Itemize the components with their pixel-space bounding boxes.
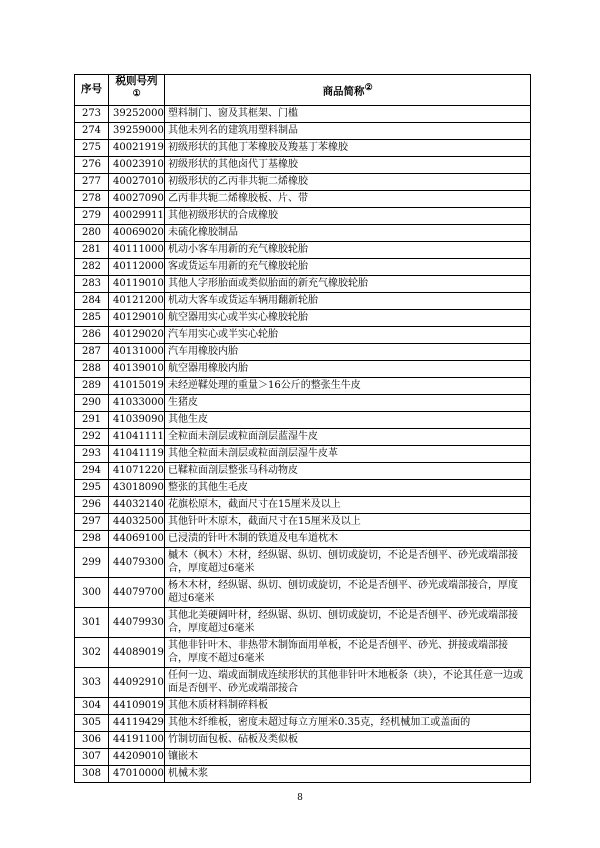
header-serial-number: 序号 <box>75 75 109 106</box>
serial-number-cell: 284 <box>75 292 109 309</box>
table-row <box>75 462 531 479</box>
product-name-cell: 杨木木材，经纵锯、纵切、刨切或旋切，不论是否刨平、砂光或端部接合，厚度超过6毫米 <box>165 577 531 607</box>
product-name-cell: 其他初级形状的合成橡胶 <box>165 207 531 224</box>
tariff-code-cell: 44209010 <box>109 748 165 765</box>
serial-number-cell: 305 <box>75 714 109 731</box>
serial-number-cell: 288 <box>75 360 109 377</box>
product-name-cell: 未经逆鞣处理的重量＞16公斤的整张生牛皮 <box>165 377 531 394</box>
serial-number-cell: 301 <box>75 607 109 637</box>
tariff-table <box>74 74 531 783</box>
serial-number-cell: 300 <box>75 577 109 607</box>
tariff-code-cell: 41041119 <box>109 445 165 462</box>
serial-number-cell: 277 <box>75 173 109 190</box>
serial-number-cell: 290 <box>75 394 109 411</box>
serial-number-cell: 282 <box>75 258 109 275</box>
product-name-cell: 汽车用橡胶内胎 <box>165 343 531 360</box>
header-tariff-code: 税则号列① <box>109 75 165 106</box>
product-name-cell: 机动大客车或货运车辆用翻新轮胎 <box>165 292 531 309</box>
table-row <box>75 513 531 530</box>
product-name-cell: 其他木质材料制碎料板 <box>165 697 531 714</box>
table-row <box>75 714 531 731</box>
table-row <box>75 173 531 190</box>
product-name-cell: 生猪皮 <box>165 394 531 411</box>
table-row <box>75 258 531 275</box>
product-name-cell: 镶嵌木 <box>165 748 531 765</box>
table-row <box>75 309 531 326</box>
serial-number-cell: 285 <box>75 309 109 326</box>
serial-number-cell: 273 <box>75 105 109 122</box>
product-name-cell: 槭木（枫木）木材，经纵锯、纵切、刨切或旋切，不论是否刨平、砂光或端部接合，厚度超过6毫米 <box>165 547 531 577</box>
table-row <box>75 731 531 748</box>
product-name-cell: 初级形状的其他丁苯橡胶及羧基丁苯橡胶 <box>165 139 531 156</box>
product-name-cell: 塑料制门、窗及其框架、门槛 <box>165 105 531 122</box>
product-name-cell: 其他人字形胎面或类似胎面的新充气橡胶轮胎 <box>165 275 531 292</box>
serial-number-cell: 275 <box>75 139 109 156</box>
footnote-marker: ① <box>132 89 141 99</box>
product-name-cell: 花旗松原木，截面尺寸在15厘米及以上 <box>165 496 531 513</box>
serial-number-cell: 306 <box>75 731 109 748</box>
table-row <box>75 428 531 445</box>
tariff-code-cell: 41071220 <box>109 462 165 479</box>
tariff-code-cell: 40111000 <box>109 241 165 258</box>
table-row <box>75 224 531 241</box>
table-row <box>75 139 531 156</box>
serial-number-cell: 292 <box>75 428 109 445</box>
product-name-cell: 乙丙非共轭二烯橡胶板、片、带 <box>165 190 531 207</box>
table-row <box>75 496 531 513</box>
tariff-code-cell: 43018090 <box>109 479 165 496</box>
tariff-code-cell: 44191100 <box>109 731 165 748</box>
table-row <box>75 122 531 139</box>
serial-number-cell: 294 <box>75 462 109 479</box>
tariff-code-cell: 39259000 <box>109 122 165 139</box>
tariff-code-cell: 44032500 <box>109 513 165 530</box>
tariff-code-cell: 44069100 <box>109 530 165 547</box>
table-row <box>75 343 531 360</box>
table-row <box>75 360 531 377</box>
product-name-cell: 汽车用实心或半实心轮胎 <box>165 326 531 343</box>
tariff-code-cell: 40027090 <box>109 190 165 207</box>
product-name-cell: 其他北美硬阔叶材，经纵锯、纵切、刨切或旋切，不论是否刨平、砂光或端部接合，厚度超过6毫米 <box>165 607 531 637</box>
table-row <box>75 479 531 496</box>
serial-number-cell: 286 <box>75 326 109 343</box>
product-name-cell: 其他木纤维板，密度未超过每立方厘米0.35克，经机械加工或盖面的 <box>165 714 531 731</box>
tariff-code-cell: 41039090 <box>109 411 165 428</box>
table-row <box>75 637 531 667</box>
serial-number-cell: 274 <box>75 122 109 139</box>
tariff-code-cell: 41015019 <box>109 377 165 394</box>
tariff-code-cell: 40023910 <box>109 156 165 173</box>
serial-number-cell: 303 <box>75 667 109 697</box>
product-name-cell: 竹制切面包板、砧板及类似板 <box>165 731 531 748</box>
serial-number-cell: 304 <box>75 697 109 714</box>
tariff-code-cell: 40129020 <box>109 326 165 343</box>
tariff-code-cell: 44079300 <box>109 547 165 577</box>
product-name-cell: 任何一边、端或面制成连续形状的其他非针叶木地板条（块），不论其任意一边或面是否刨平、砂光或端部接合 <box>165 667 531 697</box>
tariff-code-cell: 40131000 <box>109 343 165 360</box>
product-name-cell: 其他生皮 <box>165 411 531 428</box>
product-name-cell: 机动小客车用新的充气橡胶轮胎 <box>165 241 531 258</box>
tariff-code-cell: 44032140 <box>109 496 165 513</box>
tariff-code-cell: 40119010 <box>109 275 165 292</box>
table-row <box>75 156 531 173</box>
serial-number-cell: 276 <box>75 156 109 173</box>
serial-number-cell: 293 <box>75 445 109 462</box>
tariff-code-cell: 40021919 <box>109 139 165 156</box>
serial-number-cell: 281 <box>75 241 109 258</box>
table-header-row <box>75 75 531 106</box>
product-name-cell: 其他未列名的建筑用塑料制品 <box>165 122 531 139</box>
product-name-cell: 航空器用橡胶内胎 <box>165 360 531 377</box>
serial-number-cell: 283 <box>75 275 109 292</box>
table-row <box>75 697 531 714</box>
table-row <box>75 607 531 637</box>
serial-number-cell: 287 <box>75 343 109 360</box>
table-row <box>75 275 531 292</box>
tariff-code-cell: 44079930 <box>109 607 165 637</box>
serial-number-cell: 279 <box>75 207 109 224</box>
product-name-cell: 全粒面未剖层或粒面剖层蓝湿牛皮 <box>165 428 531 445</box>
tariff-code-cell: 40112000 <box>109 258 165 275</box>
product-name-cell: 其他全粒面未剖层或粒面剖层湿牛皮革 <box>165 445 531 462</box>
table-row <box>75 190 531 207</box>
table-row <box>75 530 531 547</box>
product-name-cell: 已浸渍的针叶木制的铁道及电车道枕木 <box>165 530 531 547</box>
serial-number-cell: 299 <box>75 547 109 577</box>
product-name-cell: 未硫化橡胶制品 <box>165 224 531 241</box>
serial-number-cell: 278 <box>75 190 109 207</box>
table-row <box>75 207 531 224</box>
table-row <box>75 411 531 428</box>
serial-number-cell: 296 <box>75 496 109 513</box>
tariff-code-cell: 44092910 <box>109 667 165 697</box>
tariff-code-cell: 41033000 <box>109 394 165 411</box>
serial-number-cell: 302 <box>75 637 109 667</box>
product-name-cell: 其他针叶木原木，截面尺寸在15厘米及以上 <box>165 513 531 530</box>
tariff-code-cell: 40069020 <box>109 224 165 241</box>
page-number: 8 <box>297 793 303 803</box>
tariff-code-cell: 39252000 <box>109 105 165 122</box>
serial-number-cell: 298 <box>75 530 109 547</box>
product-name-cell: 已鞣粒面剖层整张马科动物皮 <box>165 462 531 479</box>
serial-number-cell: 291 <box>75 411 109 428</box>
product-name-cell: 初级形状的其他卤代丁基橡胶 <box>165 156 531 173</box>
table-row <box>75 394 531 411</box>
tariff-code-cell: 40129010 <box>109 309 165 326</box>
tariff-code-cell: 44109019 <box>109 697 165 714</box>
serial-number-cell: 297 <box>75 513 109 530</box>
table-row <box>75 765 531 782</box>
table-row <box>75 748 531 765</box>
header-product-name: 商品简称② <box>165 75 531 106</box>
serial-number-cell: 308 <box>75 765 109 782</box>
table-row <box>75 577 531 607</box>
tariff-code-cell: 44089019 <box>109 637 165 667</box>
product-name-cell: 整张的其他生毛皮 <box>165 479 531 496</box>
tariff-code-cell: 40139010 <box>109 360 165 377</box>
footnote-marker: ② <box>364 82 373 93</box>
tariff-code-cell: 40121200 <box>109 292 165 309</box>
table-row <box>75 547 531 577</box>
serial-number-cell: 289 <box>75 377 109 394</box>
product-name-cell: 客或货运车用新的充气橡胶轮胎 <box>165 258 531 275</box>
tariff-code-cell: 41041111 <box>109 428 165 445</box>
serial-number-cell: 280 <box>75 224 109 241</box>
tariff-code-cell: 40029911 <box>109 207 165 224</box>
tariff-code-cell: 40027010 <box>109 173 165 190</box>
table-row <box>75 241 531 258</box>
table-body <box>75 105 531 782</box>
table-row <box>75 445 531 462</box>
serial-number-cell: 295 <box>75 479 109 496</box>
tariff-code-cell: 44079700 <box>109 577 165 607</box>
table-row <box>75 326 531 343</box>
product-name-cell: 航空器用实心或半实心橡胶轮胎 <box>165 309 531 326</box>
product-name-cell: 机械木浆 <box>165 765 531 782</box>
product-name-cell: 初级形状的乙丙非共轭二烯橡胶 <box>165 173 531 190</box>
table-row <box>75 292 531 309</box>
table-row <box>75 105 531 122</box>
serial-number-cell: 307 <box>75 748 109 765</box>
tariff-code-cell: 47010000 <box>109 765 165 782</box>
product-name-cell: 其他非针叶木、非热带木制饰面用单板，不论是否刨平、砂光、拼接或端部接合，厚度不超过6毫米 <box>165 637 531 667</box>
table-row <box>75 377 531 394</box>
table-row <box>75 667 531 697</box>
tariff-code-cell: 44119429 <box>109 714 165 731</box>
